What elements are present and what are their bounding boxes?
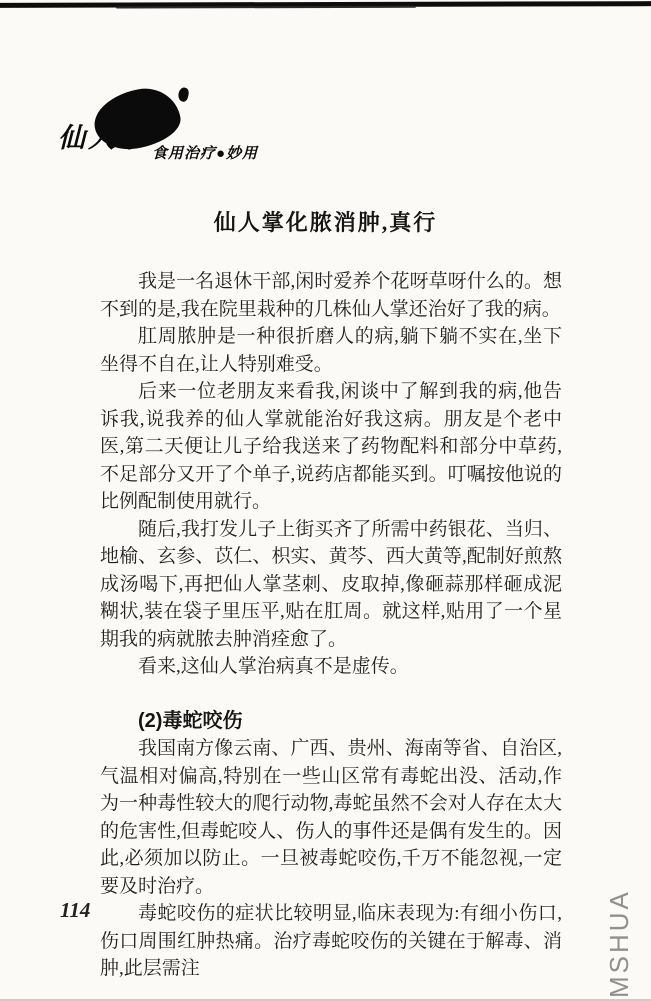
article-body (100, 268, 562, 983)
paragraph-4: 随后,我打发儿子上街买齐了所需中药银花、当归、地榆、玄参、苡仁、枳实、黄芩、西大黄等,配制好煎熬成汤喝下,再把仙人掌茎刺、皮取掉,像砸蒜那样砸成泥糊状,装在袋子里压平,贴在肛周。就这样,贴用了一个星期我的病就脓去肿消痊愈了。 (100, 518, 562, 650)
scan-edge-artifact-top (0, 1, 651, 8)
paragraph-1: 我是一名退休干部,闲时爱养个花呀草呀什么的。想不到的是,我在院里栽种的几株仙人掌还治好了我的病。 (100, 271, 562, 320)
paragraph-5: 看来,这仙人掌治病真不是虚传。 (138, 656, 409, 677)
book-series-logo (58, 90, 288, 175)
watermark-text: MSHUA (604, 889, 634, 998)
section-heading: (2)毒蛇咬伤 (138, 709, 243, 732)
chapter-title: 仙人掌化脓消肿,真行 (213, 210, 438, 235)
logo-title-text: 仙人掌 (58, 123, 148, 153)
paragraph-2: 肛周脓肿是一种很折磨人的病,躺下躺不实在,坐下坐得不自在,让人特别难受。 (100, 326, 562, 375)
section-paragraph-2: 毒蛇咬伤的症状比较明显,临床表现为:有细小伤口,伤口周围红肿热痛。治疗毒蛇咬伤的关键在于解毒、消肿,此层需注 (100, 903, 562, 979)
page-number: 114 (60, 898, 91, 922)
section-paragraph-1: 我国南方像云南、广西、贵州、海南等省、自治区,气温相对偏高,特别在一些山区常有毒蛇出没、活动,作为一种毒性较大的爬行动物,毒蛇虽然不会对人存在太大的危害性,但毒蛇咬人、伤人的事件还是偶有发生的。因此,必须加以防止。一旦被毒蛇咬伤,千万不能忽视,一定要及时治疗。 (100, 738, 562, 897)
logo-subtitle-text: 食用治疗●妙用 (152, 146, 259, 162)
paragraph-3: 后来一位老朋友来看我,闲谈中了解到我的病,他告诉我,说我养的仙人掌就能治好我这病。朋友是个老中医,第二天便让儿子给我送来了药物配料和部分中草药,不足部分又开了个单子,说药店都能买到。叮嘱按他说的比例配制使用就行。 (100, 381, 562, 512)
